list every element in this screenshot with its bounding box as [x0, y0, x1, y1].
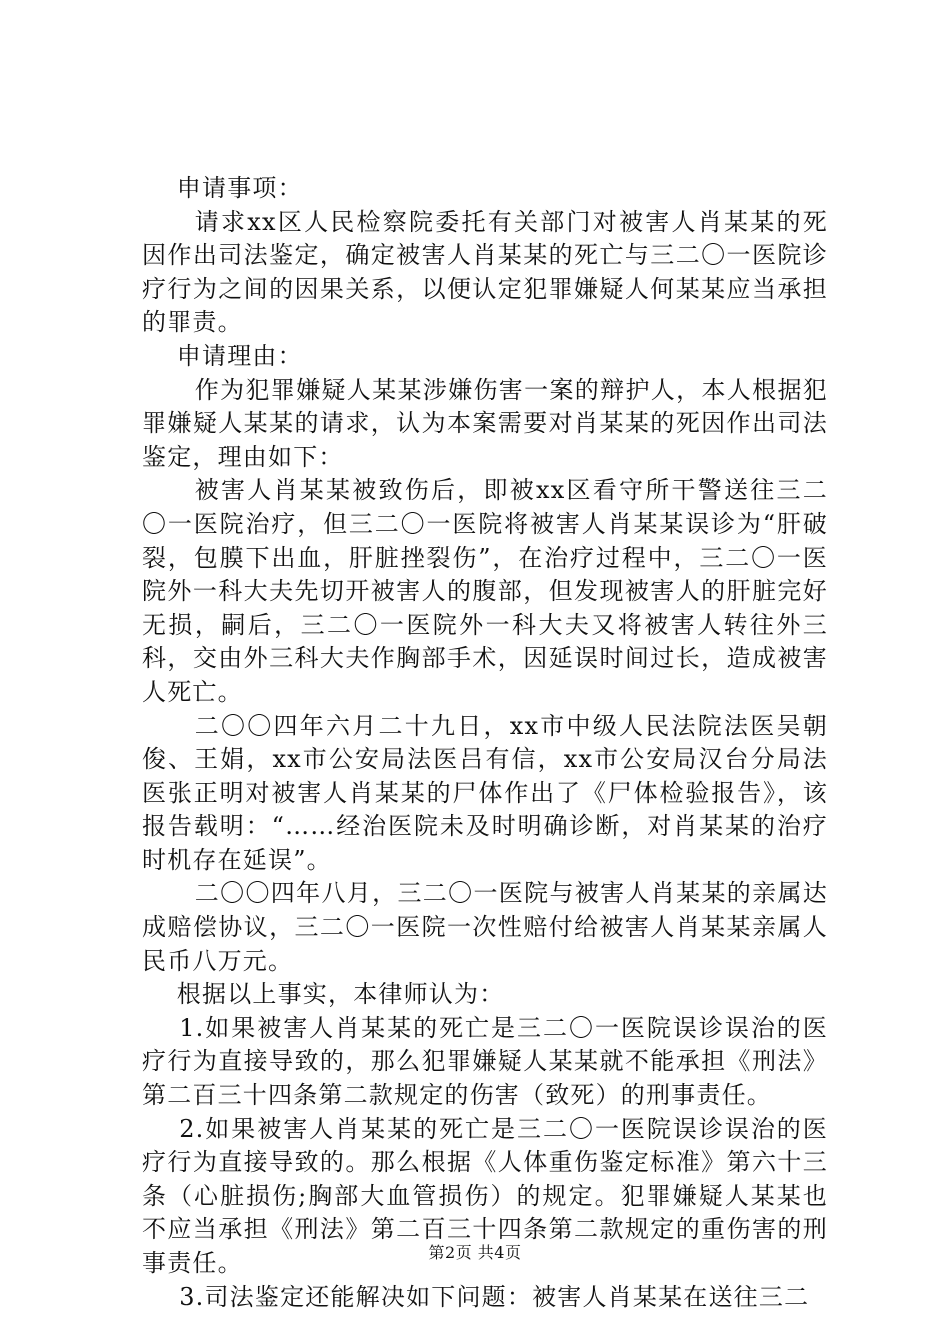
paragraph-defender-statement: 作为犯罪嫌疑人某某涉嫌伤害一案的辩护人，本人根据犯罪嫌疑人某某的请求，认为本案需要对肖某某的死因作出司法鉴定，理由如下：: [142, 375, 828, 471]
section-heading-request-items: 申请事项：: [176, 174, 303, 202]
paragraph-autopsy-report: 二〇〇四年六月二十九日，xx市中级人民法院法医吴朝俊、王娟，xx市公安局法医吕有信，xx市公安局汉台分局法医张正明对被害人肖某某的尸体作出了《尸体检验报告》，该报告载明：“……经治医院未及时明确诊断，对肖某某的治疗时机存在延误”。: [142, 711, 828, 874]
section-heading-reasons: 申请理由：: [176, 341, 303, 370]
paragraph-request: 请求xx区人民检察院委托有关部门对被害人肖某某的死因作出司法鉴定，确定被害人肖某某的死亡与三二〇一医院诊疗行为之间的因果关系，以便认定犯罪嫌疑人何某某应当承担的罪责。: [142, 207, 828, 337]
list-item-opinion-3: 3.司法鉴定还能解决如下问题：被害人肖某某在送往三二: [179, 1282, 810, 1311]
list-item-opinion-2: 2.如果被害人肖某某的死亡是三二〇一医院误诊误治的医疗行为直接导致的。那么根据《人体重伤鉴定标准》第六十三条（心脏损伤;胸部大血管损伤）的规定。犯罪嫌疑人某某也不应当承担《刑法》第二百三十四条第二款规定的重伤害的刑事责任。: [142, 1114, 828, 1277]
section-heading-lawyer-opinion: 根据以上事实，本律师认为：: [176, 980, 505, 1009]
list-item-opinion-1: 1.如果被害人肖某某的死亡是三二〇一医院误诊误治的医疗行为直接导致的，那么犯罪嫌疑人某某就不能承担《刑法》第二百三十四条第二款规定的伤害（致死）的刑事责任。: [142, 1013, 828, 1110]
paragraph-injury-treatment: 被害人肖某某被致伤后，即被xx区看守所干警送往三二〇一医院治疗，但三二〇一医院将被害人肖某某误诊为“肝破裂，包膜下出血，肝脏挫裂伤”，在治疗过程中，三二〇一医院外一科大夫先切开被害人的腹部，但发现被害人的肝脏完好无损，嗣后，三二〇一医院外一科大夫又将被害人转往外三科，交由外三科大夫作胸部手术，因延误时间过长，造成被害人死亡。: [142, 476, 828, 706]
document-body: [142, 172, 828, 1314]
paragraph-compensation: 二〇〇四年八月，三二〇一医院与被害人肖某某的亲属达成赔偿协议，三二〇一医院一次性赔付给被害人肖某某亲属人民币八万元。: [142, 879, 828, 975]
page-number-footer: 第2页 共4页: [428, 1243, 522, 1262]
